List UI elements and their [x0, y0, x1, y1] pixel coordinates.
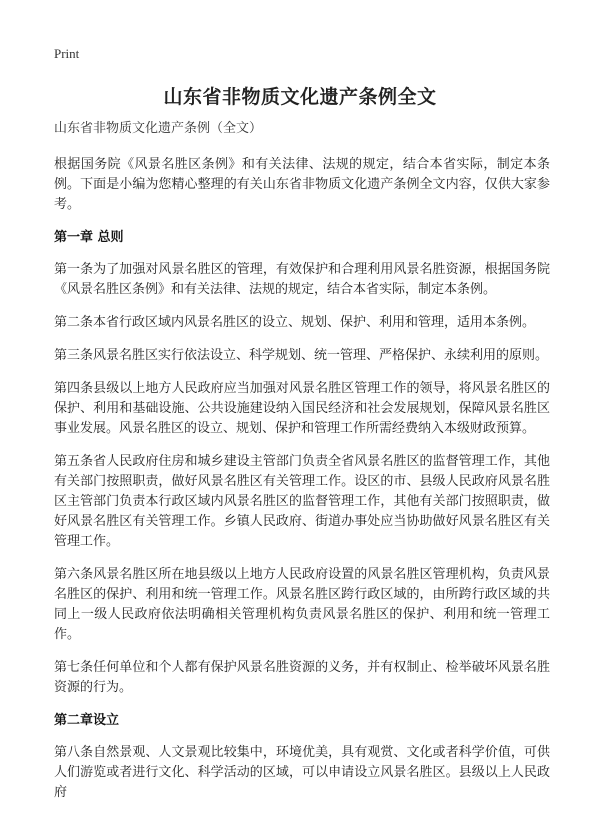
article-7: 第七条任何单位和个人都有保护风景名胜资源的义务，并有权制止、检举破坏风景名胜资源的行为。 [54, 660, 550, 695]
chapter-1-heading: 第一章 总则 [54, 230, 124, 245]
print-link[interactable]: Print [54, 46, 80, 61]
page-title: 山东省非物质文化遗产条例全文 [163, 86, 437, 108]
article-6: 第六条风景名胜区所在地县级以上地方人民政府设置的风景名胜区管理机构，负责风景名胜区的保护、利用和统一管理工作。风景名胜区跨行政区域的，由所跨行政区域的共同上一级人民政府依法明确相关管理机构负责风景名胜区的保护、利用和统一管理工作。 [54, 567, 550, 642]
article-1: 第一条为了加强对风景名胜区的管理，有效保护和合理利用风景名胜资源，根据国务院《风景名胜区条例》和有关法律、法规的规定，结合本省实际，制定本条例。 [54, 262, 550, 297]
intro-paragraph: 根据国务院《风景名胜区条例》和有关法律、法规的规定，结合本省实际，制定本条例。下面是小编为您精心整理的有关山东省非物质文化遗产条例全文内容，仅供大家参考。 [54, 157, 550, 212]
article-body [54, 119, 550, 816]
article-3: 第三条风景名胜区实行依法设立、科学规划、统一管理、严格保护、永续利用的原则。 [54, 348, 549, 363]
document-subtitle: 山东省非物质文化遗产条例（全文） [54, 121, 263, 136]
article-2: 第二条本省行政区域内风景名胜区的设立、规划、保护、利用和管理，适用本条例。 [54, 315, 536, 330]
article-5: 第五条省人民政府住房和城乡建设主管部门负责全省风景名胜区的监督管理工作，其他有关部门按照职责，做好风景名胜区有关管理工作。设区的市、县级人民政府风景名胜区主管部门负责本行政区域内风景名胜区的监督管理工作，其他有关部门按照职责，做好风景名胜区有关管理工作。乡镇人民政府、街道办事处应当协助做好风景名胜区有关管理工作。 [54, 454, 550, 549]
article-8: 第八条自然景观、人文景观比较集中，环境优美，具有观赏、文化或者科学价值，可供人们游览或者进行文化、科学活动的区域，可以申请设立风景名胜区。县级以上人民政府 [54, 745, 550, 800]
chapter-2-heading: 第二章设立 [54, 713, 120, 728]
article-4: 第四条县级以上地方人民政府应当加强对风景名胜区管理工作的领导，将风景名胜区的保护、利用和基础设施、公共设施建设纳入国民经济和社会发展规划，保障风景名胜区事业发展。风景名胜区的设立、规划、保护和管理工作所需经费纳入本级财政预算。 [54, 381, 550, 436]
